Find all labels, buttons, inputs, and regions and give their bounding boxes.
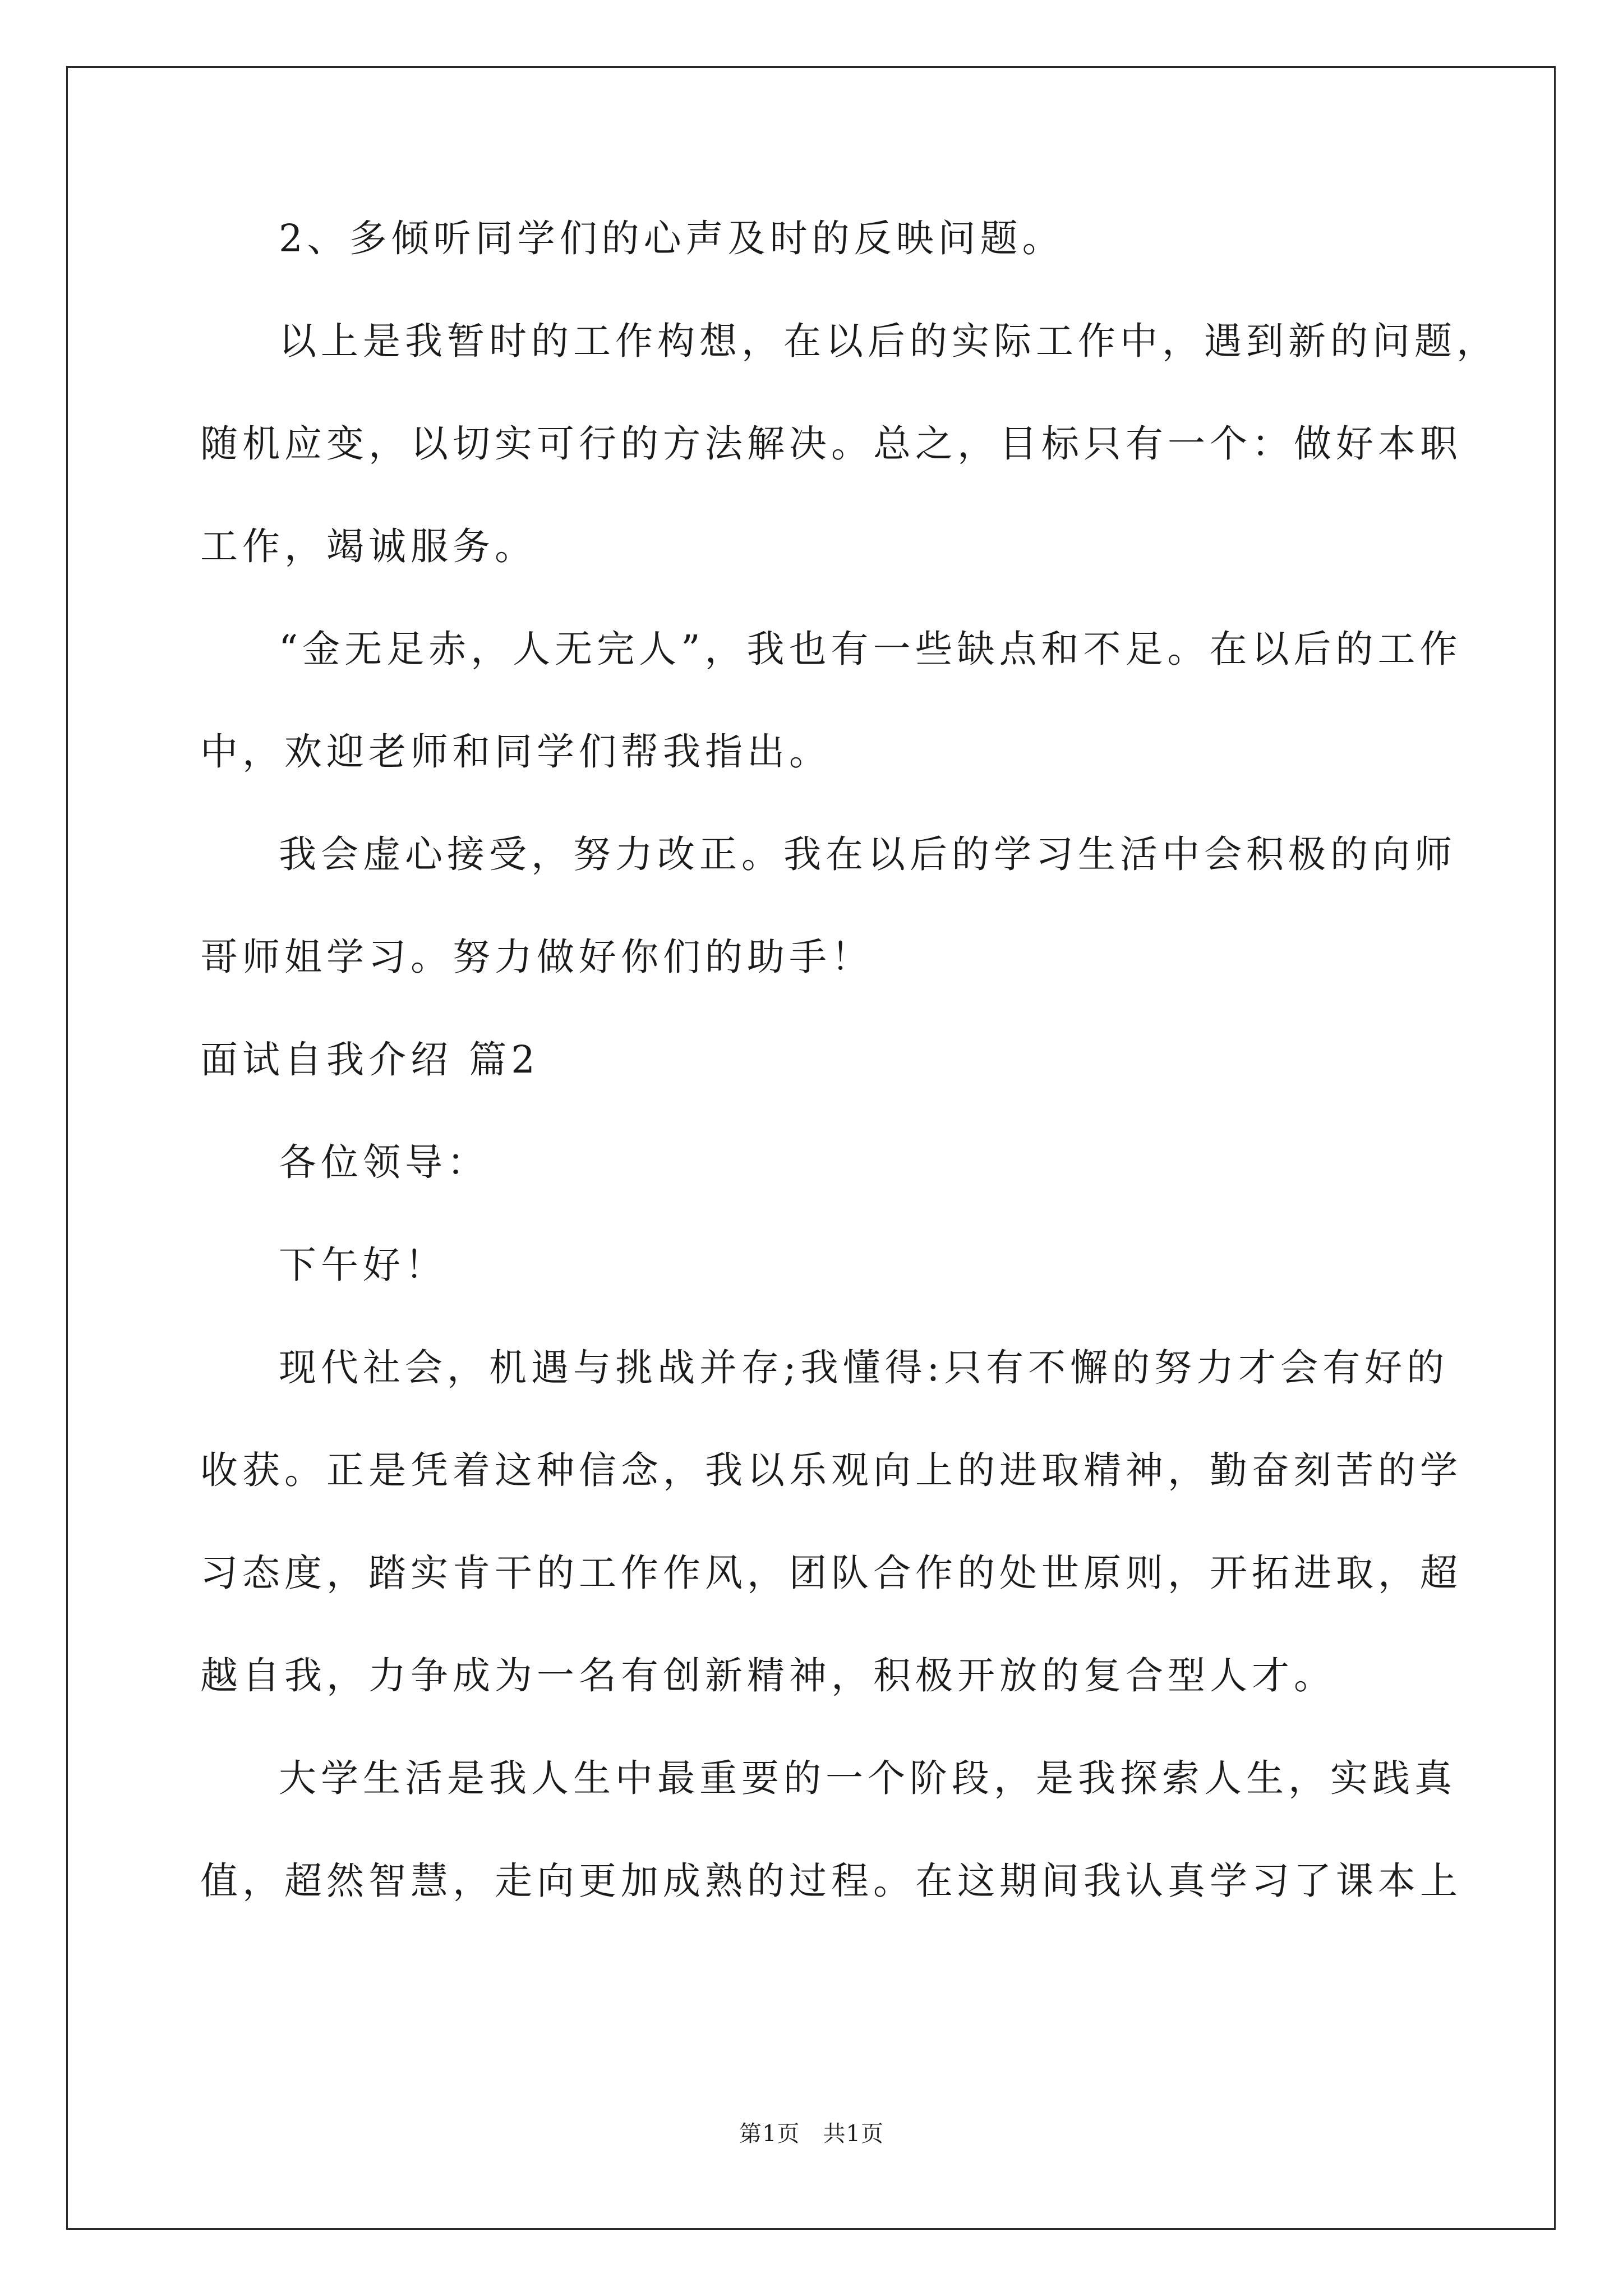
page-footer: 第1页 共1页 [739, 2121, 884, 2147]
paragraph-line: 习态度，踏实肯干的工作作风，团队合作的处世原则，开拓进取，超 [200, 1551, 1462, 1595]
paragraph-line: 现代社会，机遇与挑战并存;我懂得:只有不懈的努力才会有好的 [279, 1346, 1449, 1389]
paragraph-line: 我会虚心接受，努力改正。我在以后的学习生活中会积极的向师 [279, 832, 1456, 876]
paragraph-line: 中，欢迎老师和同学们帮我指出。 [200, 730, 831, 774]
section-heading: 面试自我介绍 篇2 [200, 1038, 540, 1082]
paragraph-line: 收获。正是凭着这种信念，我以乐观向上的进取精神，勤奋刻苦的学 [200, 1448, 1462, 1492]
paragraph-line: 哥师姐学习。努力做好你们的助手！ [200, 935, 873, 979]
greeting-line: 各位领导： [279, 1140, 489, 1184]
paragraph-line: 越自我，力争成为一名有创新精神，积极开放的复合型人才。 [200, 1654, 1336, 1697]
paragraph-line: 大学生活是我人生中最重要的一个阶段，是我探索人生，实践真 [279, 1756, 1456, 1800]
paragraph-line: 随机应变，以切实可行的方法解决。总之，目标只有一个：做好本职 [200, 422, 1462, 466]
paragraph-line: 值，超然智慧，走向更加成熟的过程。在这期间我认真学习了课本上 [200, 1859, 1462, 1903]
paragraph-line: 工作，竭诚服务。 [200, 524, 537, 568]
paragraph-line: 2、多倾听同学们的心声及时的反映问题。 [279, 217, 1064, 260]
paragraph-line: 以上是我暂时的工作构想，在以后的实际工作中，遇到新的问题， [279, 319, 1498, 363]
paragraph-line: “金无足赤，人无完人”，我也有一些缺点和不足。在以后的工作 [279, 627, 1462, 671]
greeting-line: 下午好！ [279, 1243, 447, 1287]
